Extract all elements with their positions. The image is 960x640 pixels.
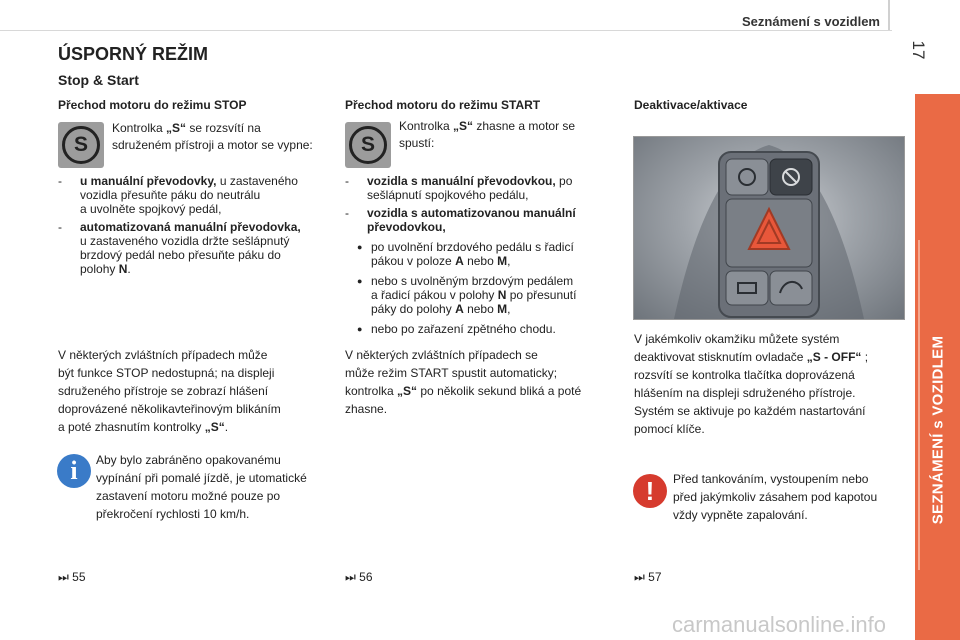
header-divider-tick bbox=[888, 0, 890, 30]
page-reference[interactable]: ⏭ 55 bbox=[58, 570, 86, 584]
section-subtitle: Stop & Start bbox=[58, 72, 139, 88]
s-indicator-icon-box bbox=[345, 122, 391, 168]
skip-forward-icon: ⏭ bbox=[634, 570, 645, 584]
start-heading: Přechod motoru do režimu START bbox=[345, 98, 541, 112]
bullet-item: ● po uvolnění brzdového pedálu s řadicí pákou v poloze A nebo M, bbox=[345, 240, 615, 268]
page-reference[interactable]: ⏭ 57 bbox=[634, 570, 662, 584]
skip-forward-icon: ⏭ bbox=[345, 570, 356, 584]
skip-forward-icon: ⏭ bbox=[58, 570, 69, 584]
stop-intro: Kontrolka „S“ se rozsvítí na sdruženém přístroji a motor se vypne: bbox=[112, 121, 313, 152]
stop-heading: Přechod motoru do režimu STOP bbox=[58, 98, 247, 112]
start-stop-s-icon: S bbox=[349, 126, 387, 164]
section-header: Seznámení s vozidlem bbox=[742, 14, 880, 29]
deactivation-heading: Deaktivace/aktivace bbox=[634, 98, 748, 112]
info-note: Aby bylo zabráněno opakovanému vypínání při pomalé jízdě, je utomatické zastavení motoru možné pouze po překročení rychlosti 10 km/h. bbox=[96, 453, 307, 521]
page-title: ÚSPORNÝ REŽIM bbox=[58, 44, 209, 64]
start-note: V některých zvláštních případech se může režim START spustit automaticky; kontrolka „S“ po několik sekund bliká a poté zhasne. bbox=[345, 348, 582, 416]
page-reference[interactable]: ⏭ 56 bbox=[345, 570, 373, 584]
deactivation-text: V jakémkoliv okamžiku můžete systém deaktivovat stisknutím ovladače „S - OFF“ ; rozsvítí se kontrolka tlačítka doprovázená hlášením na displeji sdruženého přístroje. Systém se aktivuje po každém nastartování pomocí klíče. bbox=[634, 332, 869, 436]
list-item: - automatizovaná manuální převodovka, u zastaveného vozidla držte sešlápnutý brzdový pedál nebo přesuňte páku do polohy N. bbox=[58, 220, 301, 276]
page-number: 17 bbox=[909, 40, 928, 60]
list-item: - u manuální převodovky, u zastaveného vozidla přesuňte páku do neutrálu a uvolněte spojkový pedál, bbox=[58, 174, 298, 216]
watermark: carmanualsonline.info bbox=[672, 612, 887, 637]
stop-list bbox=[58, 174, 333, 276]
sidebar-accent-line bbox=[918, 240, 920, 570]
stop-note: V některých zvláštních případech může být funkce STOP nedostupná; na displeji sdruženého přístroje se zobrazí hlášení doprovázené několikavteřinovým blikáním a poté zhasnutím kontrolky „S“. bbox=[58, 348, 281, 434]
list-item: - vozidla s manuální převodovkou, po sešlápnutí spojkového pedálu, bbox=[345, 174, 573, 202]
bullet-item: ● nebo po zařazení zpětného chodu. bbox=[345, 322, 615, 336]
recirculation-switch bbox=[770, 271, 812, 305]
rear-defrost-switch bbox=[726, 271, 768, 305]
header-rule bbox=[0, 30, 892, 31]
switch-panel-photo bbox=[633, 136, 905, 320]
start-list bbox=[345, 174, 615, 336]
warning-note: Před tankováním, vystoupením nebo před jakýmkoliv zásahem pod kapotou vždy vypněte zapalování. bbox=[673, 472, 878, 522]
start-stop-s-icon: S bbox=[62, 126, 100, 164]
warning-icon: ! bbox=[633, 474, 667, 508]
chapter-title: SEZNÁMENÍ s VOZIDLEM bbox=[929, 335, 947, 525]
bullet-item: ● nebo s uvolněným brzdovým pedálem a řadicí pákou v polohy N po přesunutí páky do polohy A nebo M, bbox=[345, 274, 615, 316]
switch-panel-illustration bbox=[634, 137, 904, 319]
start-intro: Kontrolka „S“ zhasne a motor se spustí: bbox=[399, 119, 576, 150]
esp-off-switch bbox=[726, 159, 768, 195]
info-icon: i bbox=[57, 454, 91, 488]
list-item: - vozidla s automatizovanou manuální převodovkou, bbox=[345, 206, 576, 234]
s-indicator-icon-box bbox=[58, 122, 104, 168]
